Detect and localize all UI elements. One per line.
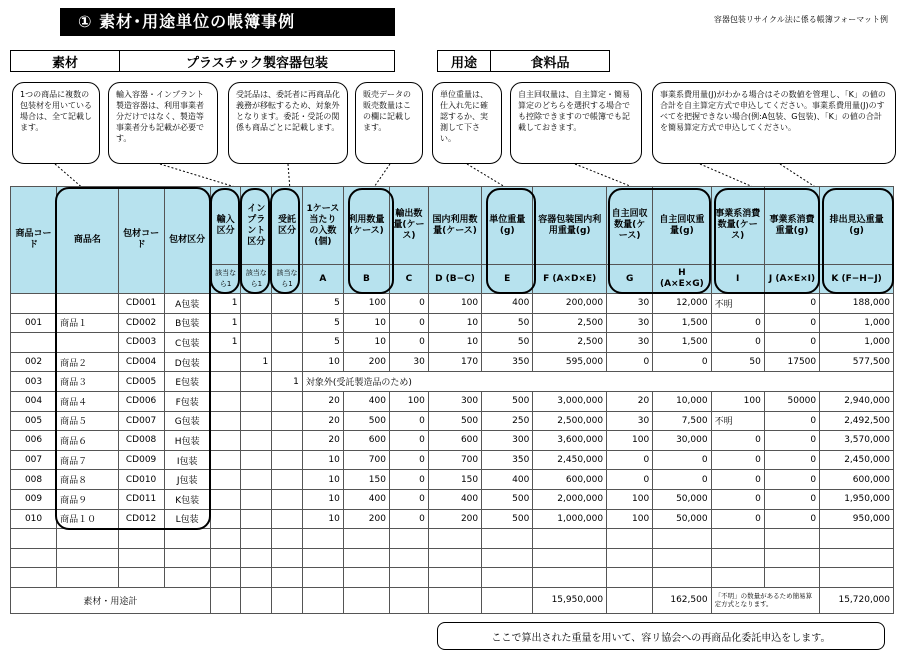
cell-per-case: 10 <box>302 352 343 372</box>
cell-biz-qty: 0 <box>711 333 764 353</box>
cell-per-case: 20 <box>302 431 343 451</box>
cell-import-flag <box>210 489 241 509</box>
cell-pkg-code: CD009 <box>118 450 164 470</box>
cell-domestic-qty: 10 <box>428 333 481 353</box>
cell-self-qty: 0 <box>607 470 653 490</box>
total-label: 素材・用途計 <box>11 587 211 613</box>
total-note: 「不明」の数量があるため簡易算定方式となります。 <box>711 587 820 613</box>
cell-product-code: 003 <box>11 372 57 392</box>
cell-per-case: 20 <box>302 411 343 431</box>
cell-self-qty: 20 <box>607 391 653 411</box>
table-row <box>11 450 894 470</box>
cell-pkg-code: CD011 <box>118 489 164 509</box>
cell-export-qty: 0 <box>389 313 428 333</box>
cell-unit-weight: 50 <box>482 313 533 333</box>
cell-inplant-flag <box>241 431 272 451</box>
cell-pkg-type: K包装 <box>164 489 210 509</box>
total-h: 162,500 <box>653 587 711 613</box>
col-header-usage-qty: 利用数量(ケース) <box>343 187 389 265</box>
sub-header-j: J (A×E×I) <box>764 265 819 294</box>
col-header-biz-weight: 事業系消費重量(g) <box>764 187 819 265</box>
sub-header-import: 該当なら1 <box>210 265 241 294</box>
col-header-self-weight: 自主回収重量(g) <box>653 187 711 265</box>
cell-product-name: 商品１ <box>57 313 118 333</box>
cell-usage-qty: 10 <box>343 333 389 353</box>
cell-biz-weight: 0 <box>764 333 819 353</box>
cell-product-code: 009 <box>11 489 57 509</box>
cell-per-case: 10 <box>302 509 343 529</box>
cell-pkg-code: CD008 <box>118 431 164 451</box>
cell-domestic-qty: 10 <box>428 313 481 333</box>
cell-biz-qty: 0 <box>711 431 764 451</box>
col-header-biz-qty: 事業系消費数量(ケース) <box>711 187 764 265</box>
table-row <box>11 352 894 372</box>
cell-consign-flag: 1 <box>272 372 303 392</box>
cell-export-qty: 0 <box>389 411 428 431</box>
cell-biz-qty: 0 <box>711 450 764 470</box>
sub-header-i: I <box>711 265 764 294</box>
cell-per-case: 20 <box>302 391 343 411</box>
table-row <box>11 411 894 431</box>
cell-biz-weight: 50000 <box>764 391 819 411</box>
material-value: プラスチック製容器包装 <box>119 50 395 72</box>
cell-biz-weight: 17500 <box>764 352 819 372</box>
cell-biz-weight: 0 <box>764 313 819 333</box>
cell-import-flag <box>210 431 241 451</box>
cell-emission: 2,492,500 <box>820 411 894 431</box>
cell-biz-qty: 不明 <box>711 411 764 431</box>
cell-usage-qty: 400 <box>343 391 389 411</box>
sub-header-k: K (F−H−J) <box>820 265 894 294</box>
cell-self-qty: 30 <box>607 313 653 333</box>
cell-usage-qty: 500 <box>343 411 389 431</box>
cell-inplant-flag <box>241 372 272 392</box>
cell-self-weight: 1,500 <box>653 313 711 333</box>
cell-biz-qty: 100 <box>711 391 764 411</box>
page-title: ① 素材･用途単位の帳簿事例 <box>60 8 395 36</box>
cell-per-case: 5 <box>302 333 343 353</box>
cell-domestic-qty: 700 <box>428 450 481 470</box>
cell-export-qty: 0 <box>389 509 428 529</box>
cell-pkg-type: C包装 <box>164 333 210 353</box>
sub-header-c: C <box>389 265 428 294</box>
cell-per-case: 10 <box>302 450 343 470</box>
cell-inplant-flag <box>241 391 272 411</box>
table-row <box>11 391 894 411</box>
cell-product-code: 007 <box>11 450 57 470</box>
cell-unit-weight: 50 <box>482 333 533 353</box>
callout-business-consumption: 事業系費用量(J)がわかる場合はその数値を管理し、「K」の値の合計を自主算定方式で申込してください。事業系費用量(J)のすべてを把握できない場合(例:A包装、G包装)、「K」の値の合計を簡易算定方式で申込してください。 <box>652 82 896 164</box>
cell-product-name <box>57 294 118 314</box>
callout-multiple-packaging: 1つの商品に複数の包装材を用いている場合は、全て記載します。 <box>12 82 100 164</box>
usage-label: 用途 <box>437 50 491 72</box>
cell-biz-weight: 0 <box>764 411 819 431</box>
cell-pkg-code: CD012 <box>118 509 164 529</box>
table-row <box>11 372 894 392</box>
col-header-inplant: インプラント区分 <box>241 187 272 265</box>
cell-inplant-flag <box>241 489 272 509</box>
cell-domestic-weight: 2,450,000 <box>533 450 607 470</box>
cell-product-name: 商品５ <box>57 411 118 431</box>
material-label: 素材 <box>10 50 120 72</box>
sub-header-a: A <box>302 265 343 294</box>
cell-unit-weight: 300 <box>482 431 533 451</box>
cell-product-code <box>11 333 57 353</box>
cell-product-name: 商品９ <box>57 489 118 509</box>
table-row-empty <box>11 529 894 549</box>
col-header-import: 輸入区分 <box>210 187 241 265</box>
cell-import-flag <box>210 509 241 529</box>
cell-usage-qty: 700 <box>343 450 389 470</box>
table-row <box>11 509 894 529</box>
cell-pkg-type: E包装 <box>164 372 210 392</box>
col-header-pkg-code: 包材コード <box>118 187 164 294</box>
cell-self-weight: 1,500 <box>653 333 711 353</box>
cell-import-flag <box>210 470 241 490</box>
cell-export-qty: 30 <box>389 352 428 372</box>
cell-pkg-type: H包装 <box>164 431 210 451</box>
cell-biz-weight: 0 <box>764 470 819 490</box>
cell-per-case: 5 <box>302 313 343 333</box>
cell-emission: 950,000 <box>820 509 894 529</box>
cell-export-qty: 0 <box>389 333 428 353</box>
table-row <box>11 431 894 451</box>
cell-inplant-flag <box>241 470 272 490</box>
sub-header-b: B <box>343 265 389 294</box>
cell-usage-qty: 150 <box>343 470 389 490</box>
sub-header-e: E <box>482 265 533 294</box>
cell-consign-flag <box>272 333 303 353</box>
cell-biz-qty: 0 <box>711 509 764 529</box>
total-f: 15,950,000 <box>533 587 607 613</box>
cell-self-qty: 0 <box>607 352 653 372</box>
cell-product-name: 商品１０ <box>57 509 118 529</box>
total-row <box>11 587 894 613</box>
cell-inplant-flag <box>241 313 272 333</box>
cell-consign-flag <box>272 489 303 509</box>
cell-domestic-qty: 400 <box>428 489 481 509</box>
cell-domestic-qty: 600 <box>428 431 481 451</box>
col-header-domestic-weight: 容器包装国内利用重量(g) <box>533 187 607 265</box>
cell-pkg-code: CD007 <box>118 411 164 431</box>
cell-biz-qty: 0 <box>711 489 764 509</box>
cell-self-qty: 100 <box>607 489 653 509</box>
cell-product-code: 004 <box>11 391 57 411</box>
cell-domestic-weight: 3,600,000 <box>533 431 607 451</box>
cell-consign-flag <box>272 450 303 470</box>
cell-export-qty: 0 <box>389 489 428 509</box>
usage-value: 食料品 <box>490 50 610 72</box>
table-row <box>11 333 894 353</box>
cell-consign-flag <box>272 294 303 314</box>
cell-import-flag <box>210 391 241 411</box>
cell-biz-weight: 0 <box>764 509 819 529</box>
callout-sales-data: 販売データの販売数量はこの欄に記載します。 <box>355 82 423 164</box>
cell-pkg-code: CD004 <box>118 352 164 372</box>
cell-inplant-flag <box>241 294 272 314</box>
cell-biz-weight: 0 <box>764 294 819 314</box>
cell-pkg-code: CD006 <box>118 391 164 411</box>
cell-biz-qty: 0 <box>711 313 764 333</box>
col-header-product-name: 商品名 <box>57 187 118 294</box>
cell-emission: 600,000 <box>820 470 894 490</box>
cell-product-name: 商品３ <box>57 372 118 392</box>
sub-header-inplant: 該当なら1 <box>241 265 272 294</box>
table-row <box>11 313 894 333</box>
cell-export-qty: 0 <box>389 431 428 451</box>
cell-product-code: 005 <box>11 411 57 431</box>
cell-usage-qty: 100 <box>343 294 389 314</box>
cell-import-flag: 1 <box>210 333 241 353</box>
col-header-per-case: 1ケース当たりの入数(個) <box>302 187 343 265</box>
cell-pkg-code: CD002 <box>118 313 164 333</box>
cell-domestic-weight: 2,500 <box>533 313 607 333</box>
cell-export-qty: 0 <box>389 470 428 490</box>
cell-self-qty: 30 <box>607 411 653 431</box>
ledger-table <box>10 186 894 614</box>
cell-import-flag <box>210 372 241 392</box>
cell-emission: 1,000 <box>820 333 894 353</box>
cell-per-case: 10 <box>302 489 343 509</box>
sub-header-h: H (A×E×G) <box>653 265 711 294</box>
cell-pkg-code: CD001 <box>118 294 164 314</box>
table-row <box>11 470 894 490</box>
cell-product-code: 008 <box>11 470 57 490</box>
cell-inplant-flag <box>241 333 272 353</box>
cell-domestic-weight: 600,000 <box>533 470 607 490</box>
cell-domestic-weight: 2,500 <box>533 333 607 353</box>
col-header-self-qty: 自主回収数量(ケース) <box>607 187 653 265</box>
cell-per-case: 10 <box>302 470 343 490</box>
col-header-emission: 排出見込重量(g) <box>820 187 894 265</box>
cell-biz-qty: 不明 <box>711 294 764 314</box>
cell-pkg-type: G包装 <box>164 411 210 431</box>
cell-usage-qty: 200 <box>343 352 389 372</box>
cell-usage-qty: 200 <box>343 509 389 529</box>
cell-inplant-flag: 1 <box>241 352 272 372</box>
cell-self-qty: 100 <box>607 431 653 451</box>
cell-product-code <box>11 294 57 314</box>
sub-header-consign: 該当なら1 <box>272 265 303 294</box>
cell-inplant-flag <box>241 509 272 529</box>
cell-unit-weight: 350 <box>482 352 533 372</box>
cell-export-qty: 100 <box>389 391 428 411</box>
cell-consign-flag <box>272 431 303 451</box>
sub-header-d: D (B−C) <box>428 265 481 294</box>
callout-unit-weight: 単位重量は、仕入れ先に確認するか、実測して下さい。 <box>432 82 502 164</box>
cell-pkg-type: D包装 <box>164 352 210 372</box>
col-header-product-code: 商品コード <box>11 187 57 294</box>
bottom-note: ここで算出された重量を用いて、容リ協会への再商品化委託申込をします。 <box>437 622 885 650</box>
cell-domestic-qty: 200 <box>428 509 481 529</box>
cell-self-weight: 50,000 <box>653 509 711 529</box>
cell-domestic-qty: 170 <box>428 352 481 372</box>
cell-usage-qty: 10 <box>343 313 389 333</box>
cell-emission: 188,000 <box>820 294 894 314</box>
cell-import-flag <box>210 352 241 372</box>
table-row <box>11 294 894 314</box>
cell-domestic-weight: 200,000 <box>533 294 607 314</box>
cell-unit-weight: 400 <box>482 294 533 314</box>
table-row-empty <box>11 568 894 588</box>
cell-product-name: 商品８ <box>57 470 118 490</box>
cell-domestic-weight: 2,000,000 <box>533 489 607 509</box>
cell-self-weight: 7,500 <box>653 411 711 431</box>
cell-product-code: 001 <box>11 313 57 333</box>
cell-pkg-type: A包装 <box>164 294 210 314</box>
callout-consignment: 受託品は、委託者に再商品化義務が移転するため、対象外となります。委託・受託の関係も商品ごとに記載します。 <box>228 82 348 164</box>
callout-import-inplant: 輸入容器・インプラント製造容器は、利用事業者分だけではなく、製造等事業者分も記載が必要です。 <box>108 82 218 164</box>
cell-usage-qty: 400 <box>343 489 389 509</box>
cell-pkg-code: CD005 <box>118 372 164 392</box>
cell-emission: 1,000 <box>820 313 894 333</box>
sub-header-f: F (A×D×E) <box>533 265 607 294</box>
table-row-empty <box>11 548 894 568</box>
total-k: 15,720,000 <box>820 587 894 613</box>
cell-export-qty: 0 <box>389 450 428 470</box>
cell-self-qty: 100 <box>607 509 653 529</box>
cell-consign-flag <box>272 313 303 333</box>
cell-import-flag: 1 <box>210 313 241 333</box>
table-row <box>11 489 894 509</box>
cell-consign-flag <box>272 391 303 411</box>
cell-emission: 577,500 <box>820 352 894 372</box>
cell-unit-weight: 250 <box>482 411 533 431</box>
cell-emission: 2,450,000 <box>820 450 894 470</box>
cell-consign-flag <box>272 509 303 529</box>
cell-product-name: 商品７ <box>57 450 118 470</box>
ledger-body <box>11 294 894 529</box>
col-header-unit-weight: 単位重量(g) <box>482 187 533 265</box>
cell-biz-qty: 50 <box>711 352 764 372</box>
cell-consign-flag <box>272 352 303 372</box>
cell-self-qty: 30 <box>607 294 653 314</box>
cell-pkg-type: B包装 <box>164 313 210 333</box>
cell-usage-qty: 600 <box>343 431 389 451</box>
cell-product-name <box>57 333 118 353</box>
cell-import-flag: 1 <box>210 294 241 314</box>
cell-domestic-weight: 2,500,000 <box>533 411 607 431</box>
cell-biz-weight: 0 <box>764 489 819 509</box>
cell-self-qty: 0 <box>607 450 653 470</box>
cell-emission: 3,570,000 <box>820 431 894 451</box>
cell-biz-weight: 0 <box>764 450 819 470</box>
cell-per-case: 5 <box>302 294 343 314</box>
sub-header-g: G <box>607 265 653 294</box>
cell-product-code: 010 <box>11 509 57 529</box>
cell-consign-flag <box>272 470 303 490</box>
cell-unit-weight: 500 <box>482 509 533 529</box>
cell-self-weight: 0 <box>653 450 711 470</box>
cell-domestic-qty: 300 <box>428 391 481 411</box>
cell-self-weight: 10,000 <box>653 391 711 411</box>
cell-pkg-type: F包装 <box>164 391 210 411</box>
cell-emission: 2,940,000 <box>820 391 894 411</box>
cell-domestic-weight: 3,000,000 <box>533 391 607 411</box>
cell-export-qty: 0 <box>389 294 428 314</box>
cell-biz-weight: 0 <box>764 431 819 451</box>
col-header-consign: 受託区分 <box>272 187 303 265</box>
cell-self-weight: 0 <box>653 352 711 372</box>
cell-pkg-code: CD010 <box>118 470 164 490</box>
cell-inplant-flag <box>241 450 272 470</box>
cell-domestic-qty: 150 <box>428 470 481 490</box>
col-header-domestic-qty: 国内利用数量(ケース) <box>428 187 481 265</box>
cell-pkg-code: CD003 <box>118 333 164 353</box>
cell-domestic-weight: 595,000 <box>533 352 607 372</box>
cell-product-code: 002 <box>11 352 57 372</box>
cell-inplant-flag <box>241 411 272 431</box>
cell-unit-weight: 500 <box>482 489 533 509</box>
cell-import-flag <box>210 411 241 431</box>
cell-self-weight: 12,000 <box>653 294 711 314</box>
cell-self-weight: 30,000 <box>653 431 711 451</box>
cell-consign-flag <box>272 411 303 431</box>
cell-product-code: 006 <box>11 431 57 451</box>
cell-import-flag <box>210 450 241 470</box>
cell-product-name: 商品４ <box>57 391 118 411</box>
cell-pkg-type: I包装 <box>164 450 210 470</box>
cell-domestic-qty: 100 <box>428 294 481 314</box>
cell-pkg-type: J包装 <box>164 470 210 490</box>
cell-self-qty: 30 <box>607 333 653 353</box>
cell-self-weight: 0 <box>653 470 711 490</box>
cell-unit-weight: 400 <box>482 470 533 490</box>
cell-emission: 1,950,000 <box>820 489 894 509</box>
cell-unit-weight: 500 <box>482 391 533 411</box>
cell-unit-weight: 350 <box>482 450 533 470</box>
cell-product-name: 商品２ <box>57 352 118 372</box>
cell-domestic-qty: 500 <box>428 411 481 431</box>
col-header-pkg-type: 包材区分 <box>164 187 210 294</box>
cell-domestic-weight: 1,000,000 <box>533 509 607 529</box>
col-header-export-qty: 輸出数量(ケース) <box>389 187 428 265</box>
cell-pkg-type: L包装 <box>164 509 210 529</box>
callout-self-collection: 自主回収量は、自主算定・簡易算定のどちらを選択する場合でも控除できますので帳簿でも記載しておきます。 <box>510 82 642 164</box>
cell-biz-qty: 0 <box>711 470 764 490</box>
cell-self-weight: 50,000 <box>653 489 711 509</box>
cell-per-case: 対象外(受託製造品のため) <box>302 372 893 392</box>
format-note: 容器包装リサイクル法に係る帳簿フォーマット例 <box>713 15 888 24</box>
cell-product-name: 商品６ <box>57 431 118 451</box>
